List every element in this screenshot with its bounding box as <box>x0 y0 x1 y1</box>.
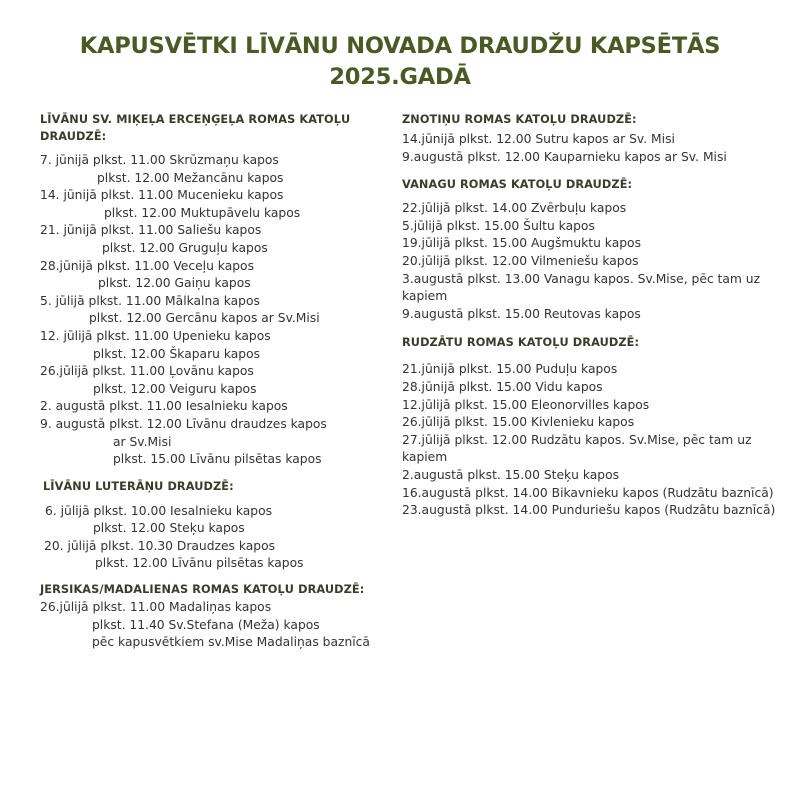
schedule-line: 21. jūnijā plkst. 11.00 Saliešu kapos <box>40 223 262 238</box>
schedule-line: 2.augustā plkst. 15.00 Steķu kapos <box>402 467 620 482</box>
schedule-line: 5.jūlijā plkst. 15.00 Šultu kapos <box>402 218 595 233</box>
schedule-line: 21.jūnijā plkst. 15.00 Puduļu kapos <box>402 362 618 377</box>
schedule-line: plkst. 12.00 Muktupāvelu kapos <box>104 205 301 220</box>
section-heading: VANAGU ROMAS KATOĻU DRAUDZĒ: <box>402 178 633 192</box>
schedule-line: plkst. 11.40 Sv.Stefana (Meža) kapos <box>92 617 320 632</box>
schedule-line: 28.jūnijā plkst. 11.00 Veceļu kapos <box>40 258 254 273</box>
schedule-line: 14.jūnijā plkst. 12.00 Sutru kapos ar Sv. Misi <box>402 132 675 146</box>
schedule-line: plkst. 12.00 Līvānu pilsētas kapos <box>95 556 304 571</box>
section-heading: LĪVĀNU SV. MIĶEĻA ERCEŅĢEĻA ROMAS KATOĻU <box>40 113 351 126</box>
section-heading-cont: DRAUDZĒ: <box>40 130 107 143</box>
schedule-line: plkst. 15.00 Līvānu pilsētas kapos <box>113 452 322 467</box>
schedule-line: plkst. 12.00 Steķu kapos <box>93 521 245 536</box>
schedule-line: 26.jūlijā plkst. 11.00 Madaliņas kapos <box>40 600 272 615</box>
schedule-line: 7. jūnijā plkst. 11.00 Skrūzmaņu kapos <box>40 153 279 167</box>
schedule-line: 12.jūlijā plkst. 15.00 Eleonorvilles kapos <box>402 397 650 412</box>
schedule-line: 2. augustā plkst. 11.00 Iesalnieku kapos <box>40 399 288 414</box>
right-column <box>402 111 782 520</box>
section-heading: LĪVĀNU LUTERĀŅU DRAUDZĒ: <box>43 479 234 493</box>
schedule-line: plkst. 12.00 Veiguru kapos <box>93 381 257 396</box>
schedule-line: 9. augustā plkst. 12.00 Līvānu draudzes kapos <box>40 416 327 431</box>
schedule-line: 9.augustā plkst. 12.00 Kauparnieku kapos ar Sv. Misi <box>402 149 727 164</box>
schedule-line: 16.augustā plkst. 14.00 Bikavnieku kapos (Rudzātu baznīcā) <box>402 485 774 500</box>
section-jersikas-madalienas <box>40 581 400 652</box>
schedule-line: 3.augustā plkst. 13.00 Vanagu kapos. Sv.Mise, pēc tam uz kapiem <box>402 271 761 304</box>
schedule-line: 20.jūlijā plkst. 12.00 Vilmeniešu kapos <box>402 253 639 268</box>
schedule-line: pēc kapusvētkiem sv.Mise Madaliņas baznīcā <box>92 635 370 650</box>
schedule-line: plkst. 12.00 Gercānu kapos ar Sv.Misi <box>89 311 320 326</box>
schedule-line: 12. jūlijā plkst. 11.00 Upenieku kapos <box>40 328 271 343</box>
schedule-line: 19.jūlijā plkst. 15.00 Augšmuktu kapos <box>402 236 641 251</box>
schedule-line: 27.jūlijā plkst. 12.00 Rudzātu kapos. Sv.Mise, pēc tam uz kapiem <box>402 432 752 465</box>
schedule-line: plkst. 12.00 Mežancānu kapos <box>97 170 284 185</box>
schedule-line: 5. jūlijā plkst. 11.00 Mālkalna kapos <box>40 293 260 308</box>
schedule-line: 14. jūnijā plkst. 11.00 Mucenieku kapos <box>40 188 284 203</box>
section-livani-luterani <box>40 478 400 573</box>
section-heading: RUDZĀTU ROMAS KATOĻU DRAUDZĒ: <box>402 336 640 350</box>
section-livani-katolu <box>40 111 400 469</box>
title-line-1: KAPUSVĒTKI LĪVĀNU NOVADA DRAUDŽU KAPSĒTĀS <box>79 33 721 59</box>
schedule-line: plkst. 12.00 Škaparu kapos <box>93 346 261 361</box>
section-heading: ZNOTIŅU ROMAS KATOĻU DRAUDZĒ: <box>402 113 637 126</box>
schedule-line: 26.jūlijā plkst. 11.00 Ļovānu kapos <box>40 364 254 379</box>
schedule-line: 22.jūlijā plkst. 14.00 Zvērbuļu kapos <box>402 201 627 216</box>
schedule-line: 9.augustā plkst. 15.00 Reutovas kapos <box>402 306 641 321</box>
section-heading: JERSIKAS/MADALIENAS ROMAS KATOĻU DRAUDZĒ: <box>40 583 365 597</box>
schedule-line: 28.jūnijā plkst. 15.00 Vidu kapos <box>402 379 603 394</box>
section-rudzatu <box>402 334 782 519</box>
schedule-line: 23.augustā plkst. 14.00 Punduriešu kapos (Rudzātu baznīcā) <box>402 503 776 518</box>
page-title <box>0 31 800 93</box>
schedule-line: ar Sv.Misi <box>113 434 172 449</box>
schedule-line: 20. jūlijā plkst. 10.30 Draudzes kapos <box>44 538 276 553</box>
section-vanagu <box>402 176 782 323</box>
schedule-line: plkst. 12.00 Gaiņu kapos <box>98 276 251 291</box>
left-column <box>40 111 400 652</box>
schedule-line: 26.jūlijā plkst. 15.00 Kivlenieku kapos <box>402 415 635 430</box>
section-znotinu <box>402 111 782 166</box>
schedule-line: plkst. 12.00 Gruguļu kapos <box>102 240 268 255</box>
schedule-line: 6. jūlijā plkst. 10.00 Iesalnieku kapos <box>45 503 272 518</box>
title-line-2: 2025.GADĀ <box>329 64 471 90</box>
